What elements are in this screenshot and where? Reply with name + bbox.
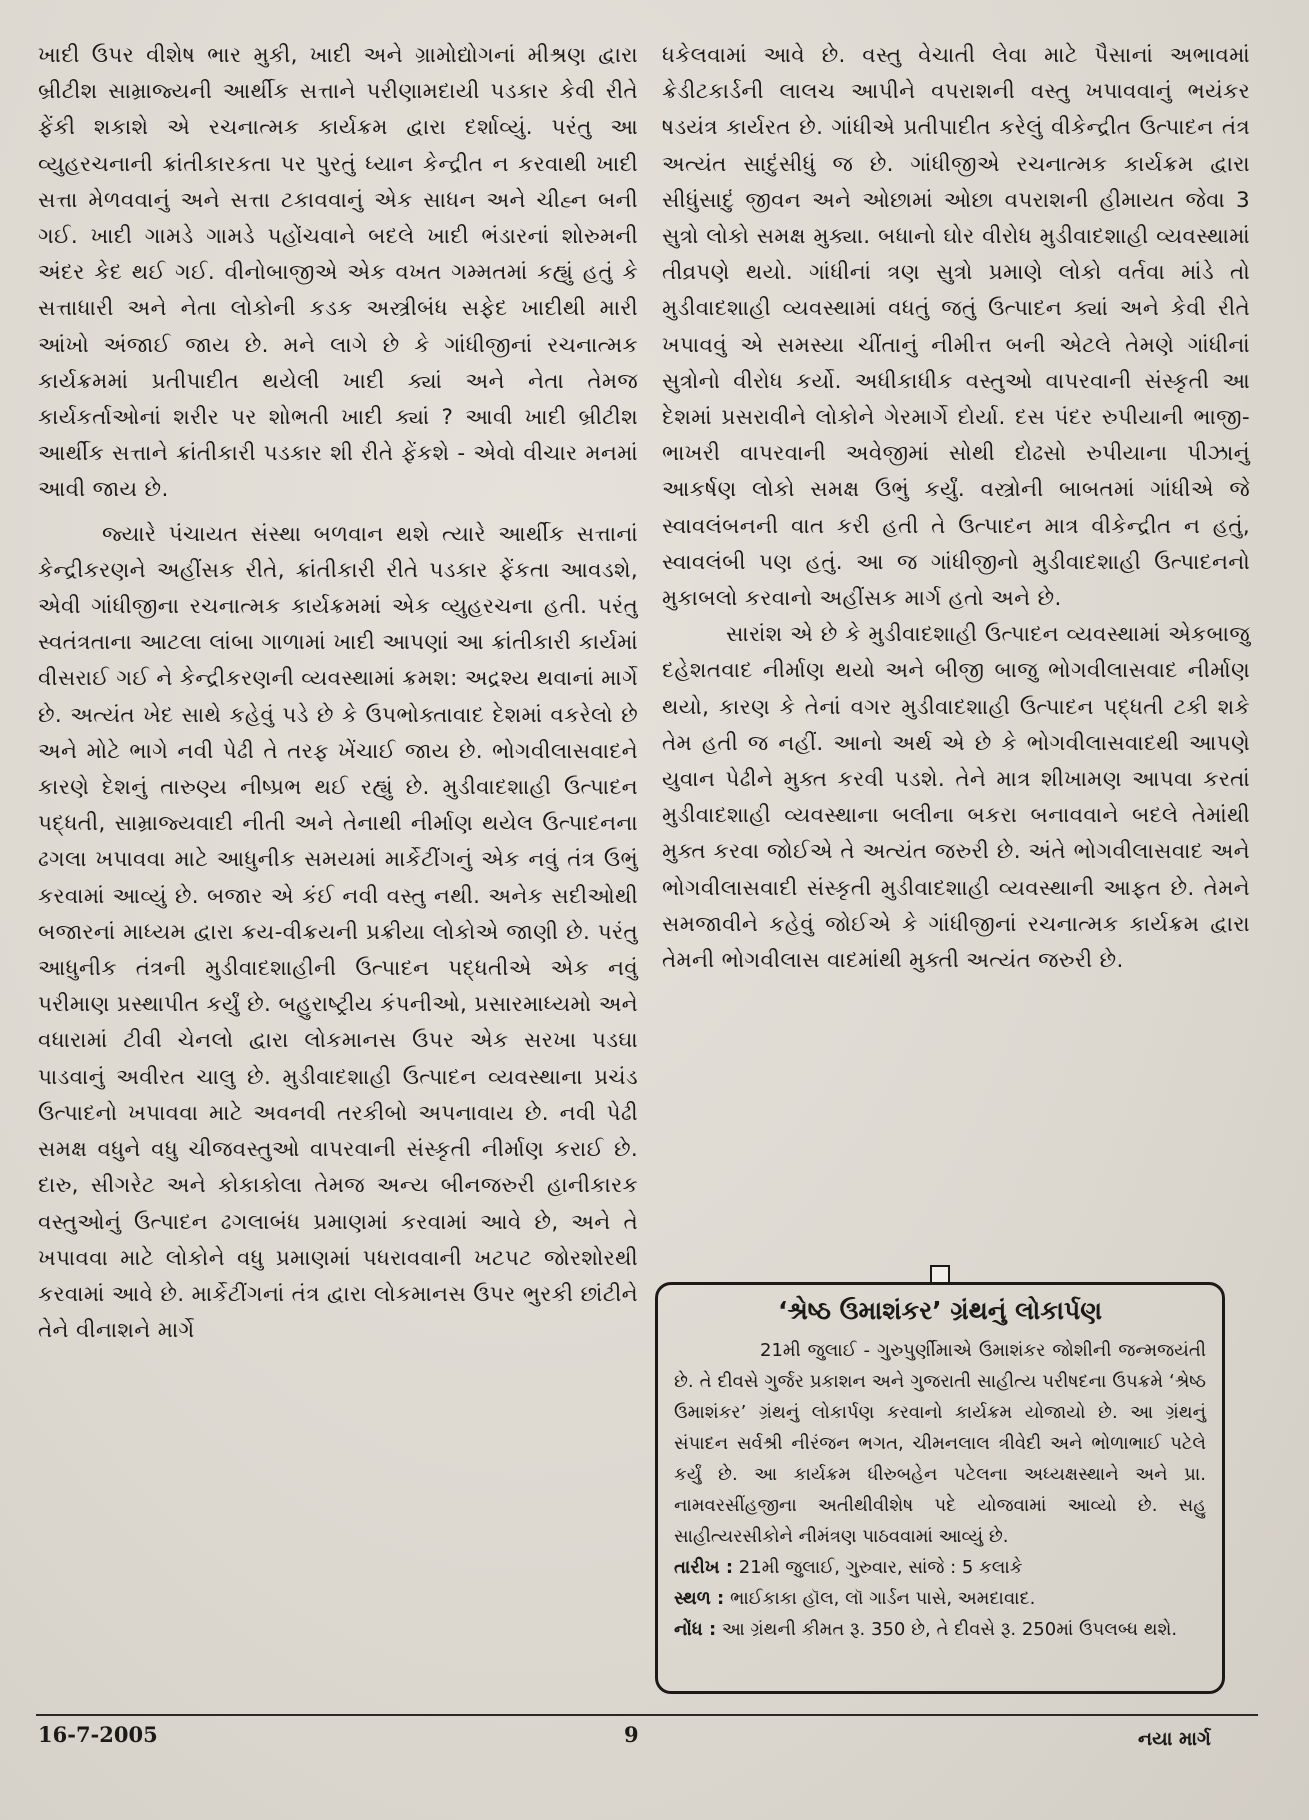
- article-paragraph: ખાદી ઉપર વીશેષ ભાર મુકી, ખાદી અને ગ્રામોદ્યોગનાં મીશ્રણ દ્વારા બ્રીટીશ સામ્રાજ્યની આર્થીક સત્તાને પરીણામદાયી પડકાર કેવી રીતે ફેંકી શકાશે એ રચનાત્મક કાર્યક્રમ દ્વારા દર્શાવ્યું. પરંતુ આ વ્યુહરચનાની ક્રાંતીકારકતા પર પુરતું ધ્યાન કેન્દ્રીત ન કરવાથી ખાદી સત્તા મેળવવાનું અને સત્તા ટકાવવાનું એક સાધન અને ચીહ્ન બની ગઈ. ખાદી ગામડે ગામડે પહોંચવાને બદલે ખાદી ભંડારનાં શોરુમની અંદર કેદ થઈ ગઈ. વીનોબાજીએ એક વખત ગમ્મતમાં કહ્યું હતું કે સત્તાધારી અને નેતા લોકોની કડક અસ્ત્રીબંધ સફેદ ખાદીથી મારી આંખો અંજાઈ જાય છે. મને લાગે છે કે ગાંધીજીનાં રચનાત્મક કાર્યક્રમમાં પ્રતીપાદીત થયેલી ખાદી ક્યાં અને નેતા તેમજ કાર્યકર્તાઓનાં શરીર પર શોભતી ખાદી ક્યાં ? આવી ખાદી બ્રીટીશ આર્થીક સત્તાને ક્રાંતીકારી પડકાર શી રીતે ફેંકશે - એવો વીચાર મનમાં આવી જાય છે.: [38, 43, 638, 503]
- footer-date: 16-7-2005: [38, 1722, 158, 1747]
- article-paragraph: સારાંશ એ છે કે મુડીવાદશાહી ઉત્પાદન વ્યવસ્થામાં એકબાજુ દહેશતવાદ નીર્માણ થયો અને બીજી બાજુ ભોગવીલાસવાદ નીર્માણ થયો, કારણ કે તેનાં વગર મુડીવાદશાહી ઉત્પાદન પદ્ધતી ટકી શકે તેમ હતી જ નહીં. આનો અર્થ એ છે કે ભોગવીલાસવાદથી આપણે યુવાન પેઢીને મુક્ત કરવી પડશે. તેને માત્ર શીખામણ આપવા કરતાં મુડીવાદશાહી વ્યવસ્થાના બલીના બકરા બનાવવાને બદલે તેમાંથી મુક્ત કરવા જોઈએ તે અત્યંત જરુરી છે. અંતે ભોગવીલાસવાદ અને ભોગવીલાસવાદી સંસ્કૃતી મુડીવાદશાહી વ્યવસ્થાની આફત છે. તેમને સમજાવીને કહેવું જોઈએ કે ગાંધીજીનાં રચનાત્મક કાર્યક્રમ દ્વારા તેમની ભોગવીલાસ વાદમાંથી મુક્તી અત્યંત જરુરી છે.: [662, 622, 1250, 974]
- announcement-body: 21મી જુલાઈ - ગુરુપુર્ણીમાએ ઉમાશંકર જોશીની જન્મજયંતી છે. તે દીવસે ગુર્જર પ્રકાશન અને ગુજરાતી સાહીત્ય પરીષદના ઉપક્રમે ‘શ્રેષ્ઠ ઉમાશંકર’ ગ્રંથનું લોકાર્પણ કરવાનો કાર્યક્રમ યોજાયો છે. આ ગ્રંથનું સંપાદન સર્વશ્રી નીરંજન ભગત, ચીમનલાલ ત્રીવેદી અને ભોળાભાઈ પટેલે કર્યું છે. આ કાર્યક્રમ ધીરુબહેન પટેલના અધ્યક્ષસ્થાને અને પ્રા. નામવરસીંહજીના અતીથીવીશેષ પદે યોજવામાં આવ્યો છે. સહુ સાહીત્યરસીકોને નીમંત્રણ પાઠવવામાં આવ્યું છે.: [674, 1340, 1206, 1547]
- date-value: 21મી જુલાઈ, ગુરુવાર, સાંજે : 5 કલાકે: [738, 1557, 1023, 1578]
- announcement-box: [655, 1282, 1225, 1694]
- announcement-note-row: [674, 1614, 1206, 1645]
- article-left-column: [38, 38, 638, 1349]
- place-label: સ્થળ :: [674, 1588, 725, 1609]
- article-right-column: [662, 38, 1250, 979]
- announcement-date-row: [674, 1552, 1206, 1583]
- place-value: ભાઈકાકા હૉલ, લૉ ગાર્ડન પાસે, અમદાવાદ.: [729, 1588, 1036, 1609]
- page-number: 9: [624, 1722, 639, 1747]
- date-label: તારીખ :: [674, 1557, 734, 1578]
- announcement-title: ‘શ્રેષ્ઠ ઉમાશંકર’ ગ્રંથનું લોકાર્પણ: [777, 1296, 1103, 1325]
- article-paragraph: જ્યારે પંચાયત સંસ્થા બળવાન થશે ત્યારે આર્થીક સત્તાનાં કેન્દ્રીકરણને અહીંસક રીતે, ક્રાંતીકારી રીતે પડકાર ફેંકતા આવડશે, એવી ગાંધીજીના રચનાત્મક કાર્યક્રમમાં એક વ્યુહરચના હતી. પરંતુ સ્વતંત્રતાના આટલા લાંબા ગાળામાં ખાદી આપણાં આ ક્રાંતીકારી કાર્યમાં વીસરાઈ ગઈ ને કેન્દ્રીકરણની વ્યવસ્થામાં ક્રમશ: અદ્રશ્ય થવાનાં માર્ગે છે. અત્યંત ખેદ સાથે કહેવું પડે છે કે ઉપભોક્તાવાદ દેશમાં વકરેલો છે અને મોટે ભાગે નવી પેઢી તે તરફ ખેંચાઈ જાય છે. ભોગવીલાસવાદને કારણે દેશનું તારુણ્ય નીષ્પ્રભ થઈ રહ્યું છે. મુડીવાદશાહી ઉત્પાદન પદ્ધતી, સામ્રાજ્યવાદી નીતી અને તેનાથી નીર્માણ થયેલ ઉત્પાદનના ઢગલા ખપાવવા માટે આધુનીક સમયમાં માર્કેટીંગનું એક નવું તંત્ર ઉભું કરવામાં આવ્યું છે. બજાર એ કંઈ નવી વસ્તુ નથી. અનેક સદીઓથી બજારનાં માધ્યમ દ્વારા ક્રય-વીક્રયની પ્રક્રીયા લોકોએ જાણી છે. પરંતુ આધુનીક તંત્રની મુડીવાદશાહીની ઉત્પાદન પદ્ધતીએ એક નવું પરીમાણ પ્રસ્થાપીત કર્યું છે. બહુરાષ્ટ્રીય કંપનીઓ, પ્રસારમાધ્યમો અને વધારામાં ટીવી ચેનલો દ્વારા લોકમાનસ ઉપર એક સરખા પડઘા પાડવાનું અવીરત ચાલુ છે. મુડીવાદશાહી ઉત્પાદન વ્યવસ્થાના પ્રચંડ ઉત્પાદનો ખપાવવા માટે અવનવી તરકીબો અપનાવાય છે. નવી પેઢી સમક્ષ વધુને વધુ ચીજવસ્તુઓ વાપરવાની સંસ્કૃતી નીર્માણ કરાઈ છે. દારુ, સીગરેટ અને કોકાકોલા તેમજ અન્ય બીનજરુરી હાનીકારક વસ્તુઓનું ઉત્પાદન ઢગલાબંધ પ્રમાણમાં કરવામાં આવે છે, અને તે ખપાવવા માટે લોકોને વધુ પ્રમાણમાં પધરાવવાની ખટપટ જોરશોરથી કરવામાં આવે છે. માર્કેટીંગનાં તંત્ર દ્વારા લોકમાનસ ઉપર ભુરકી છાંટીને તેને વીનાશને માર્ગે: [38, 521, 638, 1344]
- note-label: નોંધ :: [674, 1619, 717, 1640]
- article-paragraph: ધકેલવામાં આવે છે. વસ્તુ વેચાતી લેવા માટે પૈસાનાં અભાવમાં ક્રેડીટકાર્ડની લાલચ આપીને વપરાશની વસ્તુ ખપાવવાનું ભયંકર ષડયંત્ર કાર્યરત છે. ગાંધીએ પ્રતીપાદીત કરેલું વીકેન્દ્રીત ઉત્પાદન તંત્ર અત્યંત સાદુંસીધું જ છે. ગાંધીજીએ રચનાત્મક કાર્યક્રમ દ્વારા સીધુંસાદું જીવન અને ઓછામાં ઓછા વપરાશની હીમાયત જેવા 3 સુત્રો લોકો સમક્ષ મુક્યા. બધાનો ઘોર વીરોધ મુડીવાદશાહી વ્યવસ્થામાં તીવ્રપણે થયો. ગાંધીનાં ત્રણ સુત્રો પ્રમાણે લોકો વર્તવા માંડે તો મુડીવાદશાહી વ્યવસ્થામાં વધતું જતું ઉત્પાદન ક્યાં અને કેવી રીતે ખપાવવું એ સમસ્યા ચીંતાનું નીમીત્ત બની એટલે તેમણે ગાંધીનાં સુત્રોનો વીરોધ કર્યો. અધીકાધીક વસ્તુઓ વાપરવાની સંસ્કૃતી આ દેશમાં પ્રસરાવીને લોકોને ગેરમાર્ગે દોર્યા. દસ પંદર રુપીયાની ભાજી-ભાખરી વાપરવાની અવેજીમાં સોથી દોઢસો રુપીયાના પીઝાનું આકર્ષણ લોકો સમક્ષ ઉભું કર્યું. વસ્ત્રોની બાબતમાં ગાંધીએ જે સ્વાવલંબનની વાત કરી હતી તે ઉત્પાદન માત્ર વીકેન્દ્રીત ન હતું, સ્વાવલંબી પણ હતું. આ જ ગાંધીજીનો મુડીવાદશાહી ઉત્પાદનનો મુકાબલો કરવાનો અહીંસક માર્ગ હતો અને છે.: [662, 43, 1250, 612]
- publication-name: નયા માર્ગ: [1138, 1728, 1211, 1750]
- announcement-place-row: [674, 1583, 1206, 1614]
- footer-divider: [36, 1714, 1258, 1716]
- note-value: આ ગ્રંથની કીમત રૂ. 350 છે, તે દીવસે રૂ. 250માં ઉપલબ્ધ થશે.: [721, 1619, 1178, 1640]
